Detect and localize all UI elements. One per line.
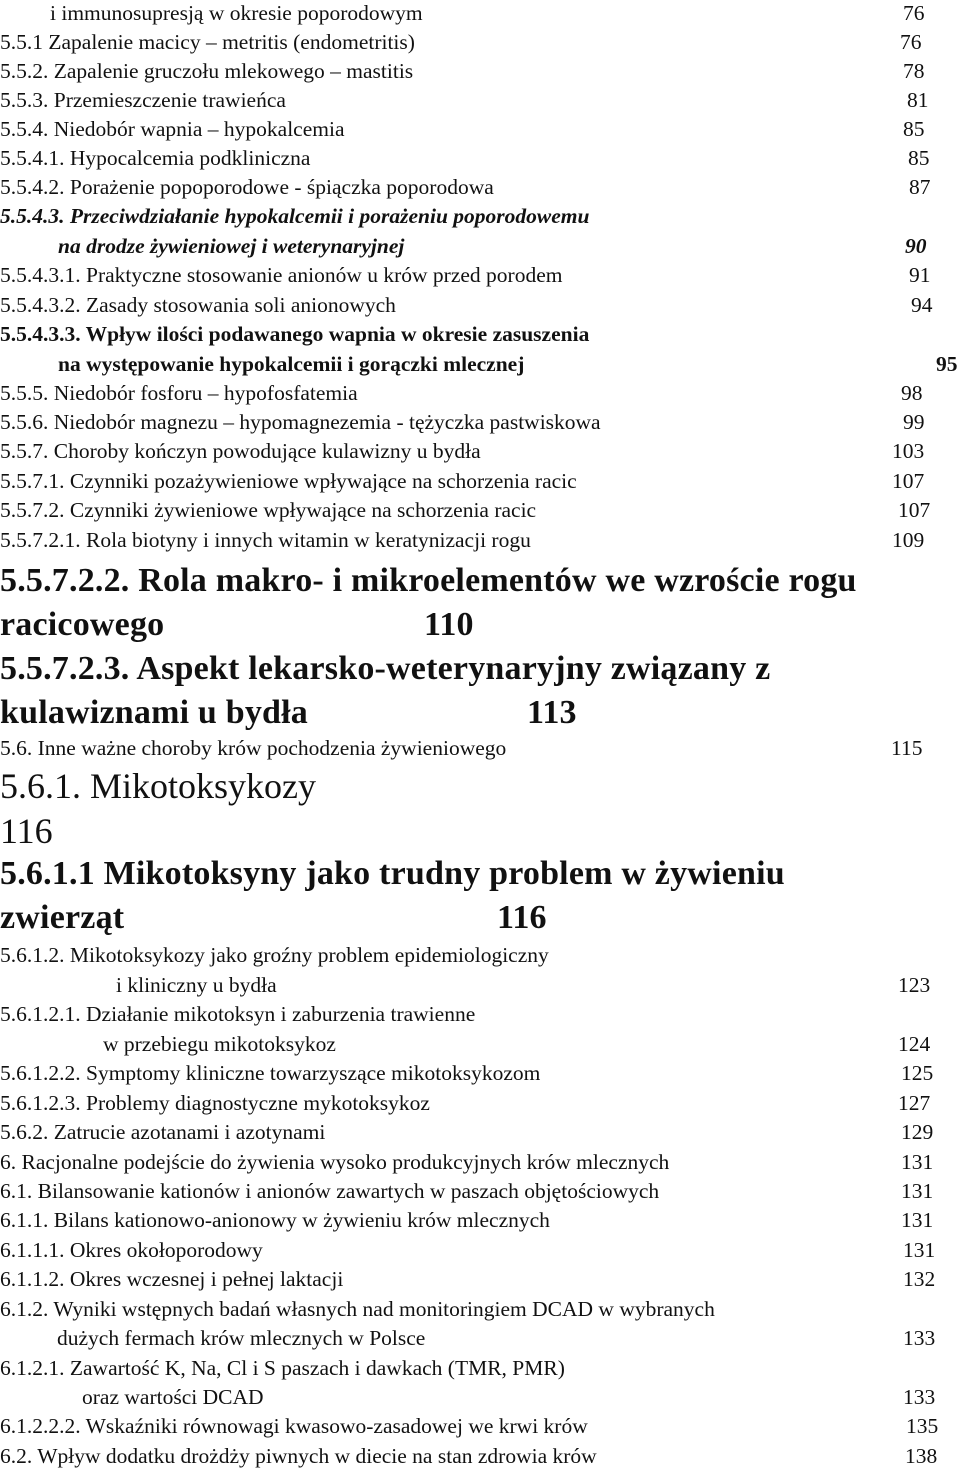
toc-entry-text: 6.1.1. Bilans kationowo-anionowy w żywieniu krów mlecznych bbox=[0, 1208, 550, 1232]
toc-entry-page: 110 bbox=[424, 606, 474, 643]
toc-entry-page: 103 bbox=[892, 439, 925, 463]
toc-entry-text-cont: na występowanie hypokalcemii i gorączki mlecznej bbox=[58, 352, 525, 376]
toc-entry-text-cont: dużych fermach krów mlecznych w Polsce bbox=[57, 1326, 426, 1350]
toc-entry-text: 5.5.6. Niedobór magnezu – hypomagnezemia - tężyczka pastwiskowa bbox=[0, 410, 601, 434]
toc-entry-text: 5.6.2. Zatrucie azotanami i azotynami bbox=[0, 1120, 326, 1144]
toc-entry-text: 5.6. Inne ważne choroby krów pochodzenia żywieniowego bbox=[0, 736, 507, 760]
toc-entry-text: 5.5.4.2. Porażenie popoporodowe - śpiączka poporodowa bbox=[0, 175, 494, 199]
toc-entry-page: 131 bbox=[901, 1179, 934, 1203]
toc-entry-text: 5.6.1.2.2. Symptomy kliniczne towarzyszące mikotoksykozom bbox=[0, 1061, 541, 1085]
toc-entry-text: 5.5.1 Zapalenie macicy – metritis (endometritis) bbox=[0, 30, 415, 54]
toc-entry-text: 5.5.7.2.2. Rola makro- i mikroelementów we wzroście rogu bbox=[0, 562, 857, 599]
toc-entry-page: 78 bbox=[903, 59, 925, 83]
toc-entry-text: 5.5.4.3. Przeciwdziałanie hypokalcemii i porażeniu poporodowemu bbox=[0, 204, 590, 228]
toc-entry-text: 6.1.2.1. Zawartość K, Na, Cl i S paszach i dawkach (TMR, PMR) bbox=[0, 1356, 565, 1380]
toc-entry-page: 76 bbox=[903, 1, 925, 25]
toc-entry-page: 129 bbox=[901, 1120, 934, 1144]
toc-entry-page: 131 bbox=[903, 1238, 936, 1262]
toc-entry-page: 95 bbox=[936, 352, 958, 376]
toc-entry-page: 125 bbox=[901, 1061, 934, 1085]
toc-entry-text: 6.1.1.2. Okres wczesnej i pełnej laktacji bbox=[0, 1267, 344, 1291]
toc-entry-page: 116 bbox=[497, 899, 547, 936]
toc-entry-page: 124 bbox=[898, 1032, 931, 1056]
toc-entry-page: 87 bbox=[909, 175, 931, 199]
toc-entry-page: 90 bbox=[905, 234, 927, 258]
toc-entry-text: 5.5.3. Przemieszczenie trawieńca bbox=[0, 88, 286, 112]
toc-entry-text: 5.5.2. Zapalenie gruczołu mlekowego – mastitis bbox=[0, 59, 414, 83]
toc-entry-page: 85 bbox=[908, 146, 930, 170]
toc-entry-text: 6.1.2.2.2. Wskaźniki równowagi kwasowo-zasadowej we krwi krów bbox=[0, 1414, 588, 1438]
toc-entry-text: 5.5.4.3.1. Praktyczne stosowanie anionów u krów przed porodem bbox=[0, 263, 563, 287]
toc-entry-text: 6. Racjonalne podejście do żywienia wysoko produkcyjnych krów mlecznych bbox=[0, 1150, 670, 1174]
toc-entry-page: 113 bbox=[527, 694, 577, 731]
toc-entry-text: i immunosupresją w okresie poporodowym bbox=[50, 1, 423, 25]
toc-entry-text: 5.6.1. Mikotoksykozy bbox=[0, 766, 317, 806]
toc-entry-page: 135 bbox=[906, 1414, 939, 1438]
toc-entry-page: 131 bbox=[901, 1208, 934, 1232]
toc-entry-text: 5.6.1.2.1. Działanie mikotoksyn i zaburzenia trawienne bbox=[0, 1002, 476, 1026]
toc-entry-text: 5.5.4. Niedobór wapnia – hypokalcemia bbox=[0, 117, 345, 141]
toc-entry-text: 5.6.1.2.3. Problemy diagnostyczne mykotoksykoz bbox=[0, 1091, 430, 1115]
toc-entry-text: 5.5.7.1. Czynniki pozażywieniowe wpływające na schorzenia racic bbox=[0, 469, 577, 493]
toc-entry-text: 5.6.1.2. Mikotoksykozy jako groźny problem epidemiologiczny bbox=[0, 943, 549, 967]
toc-entry-page: 109 bbox=[892, 528, 925, 552]
toc-entry-text: 5.5.7.2. Czynniki żywieniowe wpływające na schorzenia racic bbox=[0, 498, 537, 522]
toc-entry-text: 5.5.4.3.3. Wpływ ilości podawanego wapnia w okresie zasuszenia bbox=[0, 322, 590, 346]
toc-entry-text: 6.2. Wpływ dodatku drożdży piwnych w diecie na stan zdrowia krów bbox=[0, 1444, 597, 1468]
toc-entry-text: 5.5.4.3.2. Zasady stosowania soli anionowych bbox=[0, 293, 396, 317]
toc-entry-text-cont: zwierząt bbox=[0, 899, 125, 936]
toc-entry-text: 5.5.5. Niedobór fosforu – hypofosfatemia bbox=[0, 381, 358, 405]
toc-entry-text: 6.1. Bilansowanie kationów i anionów zawartych w paszach objętościowych bbox=[0, 1179, 660, 1203]
toc-entry-page: 115 bbox=[891, 736, 923, 760]
toc-entry-text-cont: kulawiznami u bydła bbox=[0, 694, 309, 731]
toc-entry-page: 91 bbox=[909, 263, 931, 287]
toc-entry-page: 127 bbox=[898, 1091, 931, 1115]
toc-entry-page: 123 bbox=[898, 973, 931, 997]
toc-entry-page: 133 bbox=[903, 1385, 936, 1409]
toc-entry-page: 99 bbox=[903, 410, 925, 434]
toc-entry-text-cont: w przebiegu mikotoksykoz bbox=[103, 1032, 336, 1056]
toc-entry-text-cont: racicowego bbox=[0, 606, 165, 643]
toc-entry-text-cont: i kliniczny u bydła bbox=[116, 973, 277, 997]
toc-entry-text-cont: oraz wartości DCAD bbox=[82, 1385, 264, 1409]
toc-entry-page: 116 bbox=[0, 811, 53, 851]
toc-entry-text: 6.1.2. Wyniki wstępnych badań własnych nad monitoringiem DCAD w wybranych bbox=[0, 1297, 715, 1321]
toc-entry-page: 81 bbox=[907, 88, 929, 112]
toc-entry-page: 94 bbox=[911, 293, 933, 317]
toc-entry-text: 5.5.7. Choroby kończyn powodujące kulawizny u bydła bbox=[0, 439, 481, 463]
toc-entry-page: 107 bbox=[892, 469, 925, 493]
toc-entry-page: 132 bbox=[903, 1267, 936, 1291]
toc-entry-page: 107 bbox=[898, 498, 931, 522]
toc-entry-text: 5.5.7.2.1. Rola biotyny i innych witamin w keratynizacji rogu bbox=[0, 528, 531, 552]
toc-entry-page: 133 bbox=[903, 1326, 936, 1350]
toc-entry-text: 6.1.1.1. Okres okołoporodowy bbox=[0, 1238, 263, 1262]
toc-entry-text: 5.5.4.1. Hypocalcemia podkliniczna bbox=[0, 146, 311, 170]
toc-entry-page: 131 bbox=[901, 1150, 934, 1174]
toc-entry-text: 5.6.1.1 Mikotoksyny jako trudny problem w żywieniu bbox=[0, 855, 785, 892]
toc-entry-page: 85 bbox=[903, 117, 925, 141]
toc-entry-text: 5.5.7.2.3. Aspekt lekarsko-weterynaryjny związany z bbox=[0, 650, 771, 687]
toc-entry-page: 76 bbox=[900, 30, 922, 54]
toc-entry-page: 138 bbox=[905, 1444, 938, 1468]
toc-entry-text-cont: na drodze żywieniowej i weterynaryjnej bbox=[58, 234, 405, 258]
toc-entry-page: 98 bbox=[901, 381, 923, 405]
